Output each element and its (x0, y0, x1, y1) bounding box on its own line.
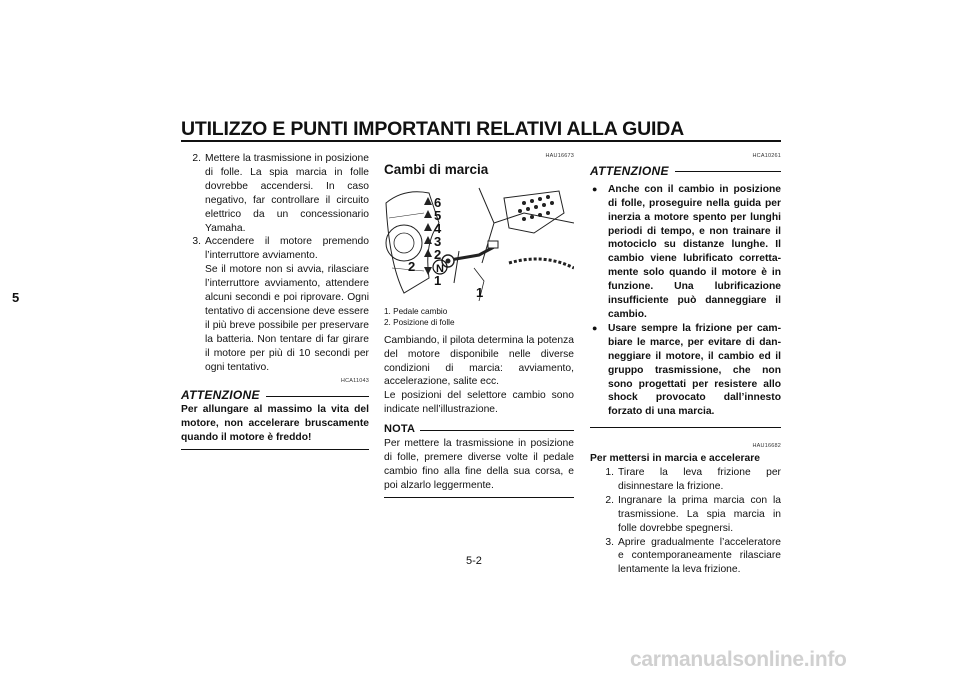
step-text: Mettere la trasmissione in posizione di folle. La spia marcia in folle dovrebbe accendersi. In caso negativo, far controllare il circuito elettrico da un concessionario Yamaha. (205, 153, 369, 234)
gear-label: 3 (434, 233, 442, 249)
caution-label: ATTENZIONE (181, 388, 260, 403)
page-header-title: UTILIZZO E PUNTI IMPORTANTI RELATIVI ALLA GUIDA (181, 118, 684, 140)
step-number: 2. (192, 153, 201, 164)
bullet-icon: ● (592, 183, 598, 194)
caution-bullets (590, 183, 781, 419)
step-number: 3. (605, 536, 614, 548)
step-number: 1. (605, 467, 614, 479)
bullet-icon: ● (592, 322, 598, 333)
callout-label: 1 (476, 284, 484, 300)
gear-label: 2 (434, 246, 442, 262)
caution-bottom-rule (590, 427, 781, 428)
step-text-block (205, 235, 369, 374)
caution-rule (266, 396, 369, 397)
caution-header (181, 389, 369, 403)
paragraph: Cambiando, il pilota determina la potenza del motore disponibile nelle diverse condizioni di marcia: avviamento, accelerazione, salite ecc. (384, 334, 574, 388)
step-text: Aprire gradualmente l’acceleratore e contemporaneamente rilasciare lentamente la leva frizione. (618, 536, 781, 576)
callout-label: 2 (408, 258, 416, 274)
bullet-text: Usare sempre la frizione per cambiare le marce, per evitare di danneggiare il motore, il cambio ed il gruppo trasmissione, che non sono progettati per resistere allo shock provocato dall’innesto forzato di una marcia. (608, 322, 781, 418)
step-extra-text: Se il motore non si avvia, rilasciare l’interruttore avviamento, attendere alcuni secondi e poi riprovare. Ogni tentativo di accensione deve essere il più breve possibile per preservare la batteria. Non tentare di far girare il motore per più di 10 secondi per ogni tentativo. (205, 264, 369, 373)
caution-rule (675, 171, 781, 172)
step-text: Ingranare la prima marcia con la trasmissione. La spia marcia in folle dovrebbe spegnersi. (618, 494, 781, 534)
gear-label: 1 (434, 272, 442, 288)
note-label: NOTA (384, 423, 416, 436)
header-rule (181, 140, 781, 142)
step-2 (181, 152, 369, 235)
gear-label: N (436, 262, 444, 275)
caution-text: Per allungare al massimo la vita del motore, non accelerare bruscamente quando il motore è freddo! (181, 404, 369, 444)
gear-label: 4 (434, 220, 442, 236)
step-3 (181, 235, 369, 374)
caution-header (590, 165, 781, 179)
caution-code: HCA11043 (340, 377, 369, 384)
step-3 (590, 536, 781, 578)
chapter-tab: 5 (12, 290, 20, 305)
caution-bullet (590, 183, 781, 322)
section-code: HAU16673 (545, 153, 574, 159)
column-3 (590, 150, 781, 577)
caution-label: ATTENZIONE (590, 163, 669, 178)
figure-caption-2: 2. Posizione di folle (384, 317, 455, 327)
step-text: Tirare la leva frizione per disinnestare la frizione. (618, 467, 781, 492)
bullet-text: Anche con il cambio in posizione di folle, proseguire nella guida per inerzia a motore spento per lunghi periodi di tempo, e non trainare il motociclo su distanze lunghe. Il cambio viene lubrificato correttamente solo quando il motore è in funzione. Una lubrificazione insufficiente può danneggiare il cambio. (608, 183, 781, 320)
page-number: 5-2 (466, 555, 482, 567)
step-1 (590, 466, 781, 494)
step-2 (590, 494, 781, 536)
watermark: carmanualsonline.info (630, 648, 847, 671)
gear-shift-illustration (384, 183, 574, 301)
gear-label: 6 (434, 194, 442, 210)
note-rule (420, 430, 574, 431)
paragraph: Le posizioni del selettore cambio sono indicate nell’illustrazione. (384, 390, 574, 416)
step-text: Accendere il motore premendo l’interruttore avviamento. (205, 236, 369, 262)
note-text: Per mettere la trasmissione in posizione di folle, premere diverse volte il pedale cambio fino alla fine della sua corsa, e poi alzarlo leggermente. (384, 438, 574, 491)
caution-code: HCA10261 (752, 153, 781, 159)
note-bottom-rule (384, 497, 574, 498)
column-1 (181, 152, 369, 450)
subsection-title: Per mettersi in marcia e accelerare (590, 453, 761, 465)
caution-bullet (590, 322, 781, 419)
gear-label: 5 (434, 207, 442, 223)
note-header (384, 423, 574, 437)
figure-caption-1: 1. Pedale cambio (384, 306, 448, 316)
column-2 (384, 150, 574, 498)
step-number: 2. (605, 494, 614, 506)
section-code: HAU16682 (752, 443, 781, 450)
step-number: 3. (192, 236, 201, 248)
section-title: Cambi di marcia (384, 161, 489, 177)
caution-bottom-rule (181, 449, 369, 450)
